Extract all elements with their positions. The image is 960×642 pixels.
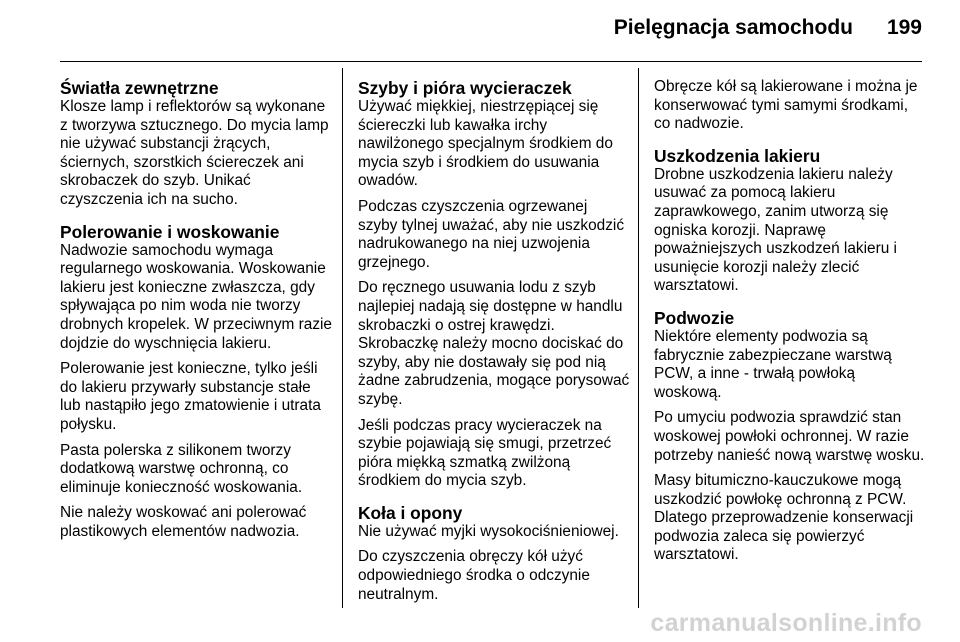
paragraph: Po umyciu podwozia sprawdzić stan woskowej powłoki ochronnej. W razie potrzeby nanieść nową warstwę wosku. [654, 409, 925, 464]
section-heading: Uszkodzenia lakieru [654, 145, 821, 166]
section-underbody [654, 308, 926, 565]
section-heading: Szyby i pióra wycieraczek [358, 78, 572, 98]
section-heading: Światła zewnętrzne [60, 78, 219, 98]
column-3 [654, 78, 926, 577]
paragraph: Do ręcznego usuwania lodu z szyb najlepiej nadają się dostępne w handlu skrobaczki o ostrej krawędzi. Skrobaczkę należy mocno dociskać do szyby, aby nie dostawały się pod nią żadne zabrudzenia, mogące porysować szybę. [358, 279, 630, 408]
page-number: 199 [886, 16, 922, 39]
watermark: carmanualsonline.info [650, 609, 922, 637]
paragraph: Podczas czyszczenia ogrzewanej szyby tylnej uważać, aby nie uszkodzić nadrukowanego na niej uzwojenia grzejnego. [358, 197, 625, 271]
paragraph: Obręcze kół są lakierowane i można je konserwować tymi samymi środkami, co nadwozie. [654, 78, 918, 133]
paragraph: Nadwozie samochodu wymaga regularnego woskowania. Woskowanie lakieru jest konieczne zwłaszcza, gdy spływająca po nim woda nie tworzy drobnych kropelek. W przeciwnym razie dojdzie do wyschnięcia lakieru. [60, 241, 332, 352]
paragraph: Pasta polerska z silikonem tworzy dodatkową warstwę ochronną, co eliminuje konieczność woskowania. [60, 441, 303, 496]
page-title: Pielęgnacja samochodu [613, 16, 853, 39]
column-divider [638, 68, 639, 608]
paragraph: Klosze lamp i reflektorów są wykonane z tworzywa sztucznego. Do mycia lamp nie używać substancji żrących, ściernych, szorstkich ściereczek ani skrobaczek do szyb. Unikać czyszczenia ich na sucho. [60, 98, 329, 208]
page-header [0, 0, 960, 62]
section-wheel-rims-continued [654, 78, 926, 134]
paragraph: Nie używać myjki wysokociśnieniowej. [358, 522, 619, 540]
header-rule [60, 61, 922, 62]
section-wheels-tyres [358, 503, 630, 604]
paragraph: Masy bitumiczno-kauczukowe mogą uszkodzić powłokę ochronną z PCW. Dlatego przeprowadzenie konserwacji podwozia zaleca się powierzyć warsztatowi. [654, 472, 914, 564]
section-paint-damage [654, 146, 926, 296]
section-heading: Polerowanie i woskowanie [60, 221, 280, 242]
paragraph: Do czyszczenia obręczy kół użyć odpowiedniego środka o odczynie neutralnym. [358, 548, 590, 603]
section-polishing-waxing [60, 222, 332, 542]
paragraph: Używać miękkiej, niestrzępiącej się ściereczki lub kawałka irchy nawilżonego specjalnym środkiem do mycia szyb i środkiem do usuwania owadów. [358, 98, 613, 190]
column-divider [342, 68, 343, 608]
section-heading: Podwozie [654, 307, 735, 328]
section-windows-wipers [358, 78, 630, 491]
column-2 [358, 78, 630, 616]
section-exterior-lights [60, 78, 332, 210]
section-heading: Koła i opony [358, 502, 463, 523]
paragraph: Jeśli podczas pracy wycieraczek na szybie pojawiają się smugi, przetrzeć pióra miękką szmatką zwilżoną środkiem do mycia szyb. [358, 416, 612, 490]
paragraph: Drobne uszkodzenia lakieru należy usuwać za pomocą lakieru zaprawkowego, zanim utworzą się ogniska korozji. Naprawę poważniejszych uszkodzeń lakieru i usunięcie korozji należy zlecić warsztatowi. [654, 165, 897, 295]
paragraph: Nie należy woskować ani polerować plastikowych elementów nadwozia. [60, 504, 307, 540]
column-1 [60, 78, 332, 553]
paragraph: Polerowanie jest konieczne, tylko jeśli do lakieru przywarły substancje stałe lub nastąpiło jego zmatowienie i utrata połysku. [60, 360, 321, 433]
paragraph: Niektóre elementy podwozia są fabrycznie zabezpieczane warstwą PCW, a inne - trwałą powłoką woskową. [654, 327, 892, 401]
